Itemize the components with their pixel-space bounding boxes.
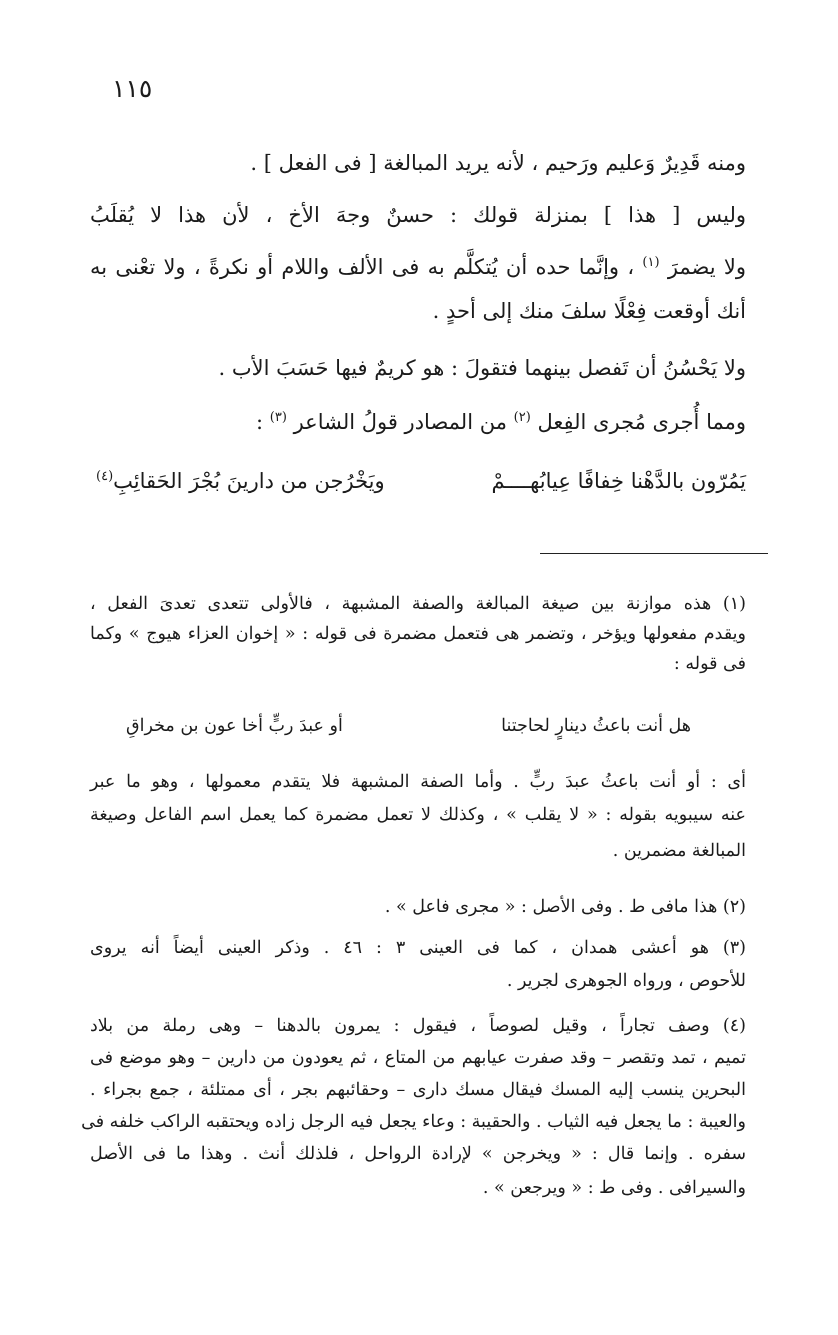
footnote-2: (٢) هذا مافى ط . وفى الأصل : « مجرى فاعل » .	[384, 897, 746, 917]
footnote-ref-4: (٤)	[96, 469, 114, 484]
main-line-2: وليس [ هذا ] بمنزلة قولك : حسنٌ وجهَ الأخ ، لأن هذا لا يُقلَبُ	[90, 203, 746, 227]
main-line-5: ولا يَحْسُنُ أن تَفصل بينهما فتقولَ : هو كريمٌ فيها حَسَبَ الأب .	[218, 356, 746, 380]
verse-first-hemistich: يَمُرّون بالدَّهْنا خِفافًا عِيابُهــــمْ	[491, 469, 746, 493]
main-line-3	[90, 250, 746, 284]
main-line-6-start: ومما أُجرى مُجرى الفِعل	[537, 410, 746, 434]
main-line-6-middle: من المصادر قولُ الشاعر	[293, 410, 507, 434]
footnote-ref-2: (٢)	[513, 410, 531, 425]
footnote-1-line-2: ويقدم مفعولها ويؤخر ، وتضمر هى فتعمل مضمرة فى قوله : « إخوان العزاء هيوج » وكما	[90, 624, 746, 644]
footnote-4-line-5: سفره . وإنما قال : « ويخرجن » لإرادة الرواحل ، فلذلك أنث . وهذا ما فى الأصل	[90, 1144, 746, 1164]
footnote-1-line-4: أى : أو أنت باعثُ عبدَ ربٍّ . وأما الصفة المشبهة فلا يتقدم معمولها ، وهو ما عبر	[90, 772, 746, 792]
footnote-4-line-4: والعيبة : ما يجعل فيه الثياب . والحقيبة : وعاء يجعل فيه الرجل زاده ويحتقبه الراكب خلفه فى	[81, 1112, 746, 1132]
footnote-ref-1: (١)	[642, 255, 660, 270]
footnote-4-line-6: والسيرافى . وفى ط : « ويرجعن » .	[482, 1178, 746, 1198]
footnote-4-line-1: (٤) وصف تجاراً ، وقيل لصوصاً ، فيقول : يمرون بالدهنا – وهى رملة من بلاد	[90, 1016, 746, 1036]
footnote-1-line-3: فى قوله :	[673, 654, 746, 674]
footnote-1-line-1: (١) هذه موازنة بين صيغة المبالغة والصفة المشبهة ، فالأولى تتعدى تعدىَ الفعل ،	[90, 594, 746, 614]
footnote-3-line-1: (٣) هو أعشى همدان ، كما فى العينى ٣ : ٤٦ . وذكر العينى أيضاً أنه يروى	[90, 938, 746, 958]
verse-second-hemistich-text: ويَخْرُجن من دارينَ بُجْرَ الحَقائِبِ	[113, 469, 385, 493]
page-number: ١١٥	[112, 74, 153, 103]
main-line-3-start: ولا يضمرَ	[667, 255, 746, 279]
main-line-1: ومنه قَدِيرٌ وَعليم ورَحيم ، لأنه يريد المبالغة [ فى الفعل ] .	[250, 151, 746, 175]
main-line-3-end: ، وإنَّما حده أن يُتكلَّم به فى الألف واللام أو نكرةً ، ولا تعْنى به	[90, 255, 635, 279]
main-line-6	[90, 405, 746, 439]
footnote-1-line-5: عنه سيبويه بقوله : « لا يقلب » ، وكذلك لا تعمل مضمرة كما يعمل اسم الفاعل وصيغة	[90, 805, 746, 825]
main-line-4: أنك أوقعت فِعْلًا سلفَ منك إلى أحدٍ .	[432, 299, 746, 323]
footnote-separator	[540, 553, 768, 554]
footnote-ref-3: (٣)	[269, 410, 287, 425]
footnote-4-line-3: البحرين ينسب إليه المسك فيقال مسك دارى – وحقائبهم بجر ، أى ممتلئة ، جمع بجراء .	[90, 1080, 746, 1100]
footnote-3-line-2: للأحوص ، ورواه الجوهرى لجرير .	[506, 971, 746, 991]
footnote-verse-second-hemistich: أو عبدَ ربٍّ أخا عون بن مخراقِ	[126, 716, 343, 736]
poem-verse	[86, 461, 746, 501]
footnote-4-line-2: تميم ، تمد وتقصر – وقد صفرت عيابهم من المتاع ، ثم يعودون من دارين – وهو موضع فى	[90, 1048, 746, 1068]
footnote-1-line-6: المبالغة مضمرين .	[612, 841, 746, 861]
footnote-1-verse	[106, 711, 746, 741]
main-line-6-end: :	[255, 410, 264, 434]
footnote-verse-first-hemistich: هل أنت باعثُ دينارٍ لحاجتنا	[501, 716, 691, 736]
verse-second-hemistich	[96, 461, 385, 501]
